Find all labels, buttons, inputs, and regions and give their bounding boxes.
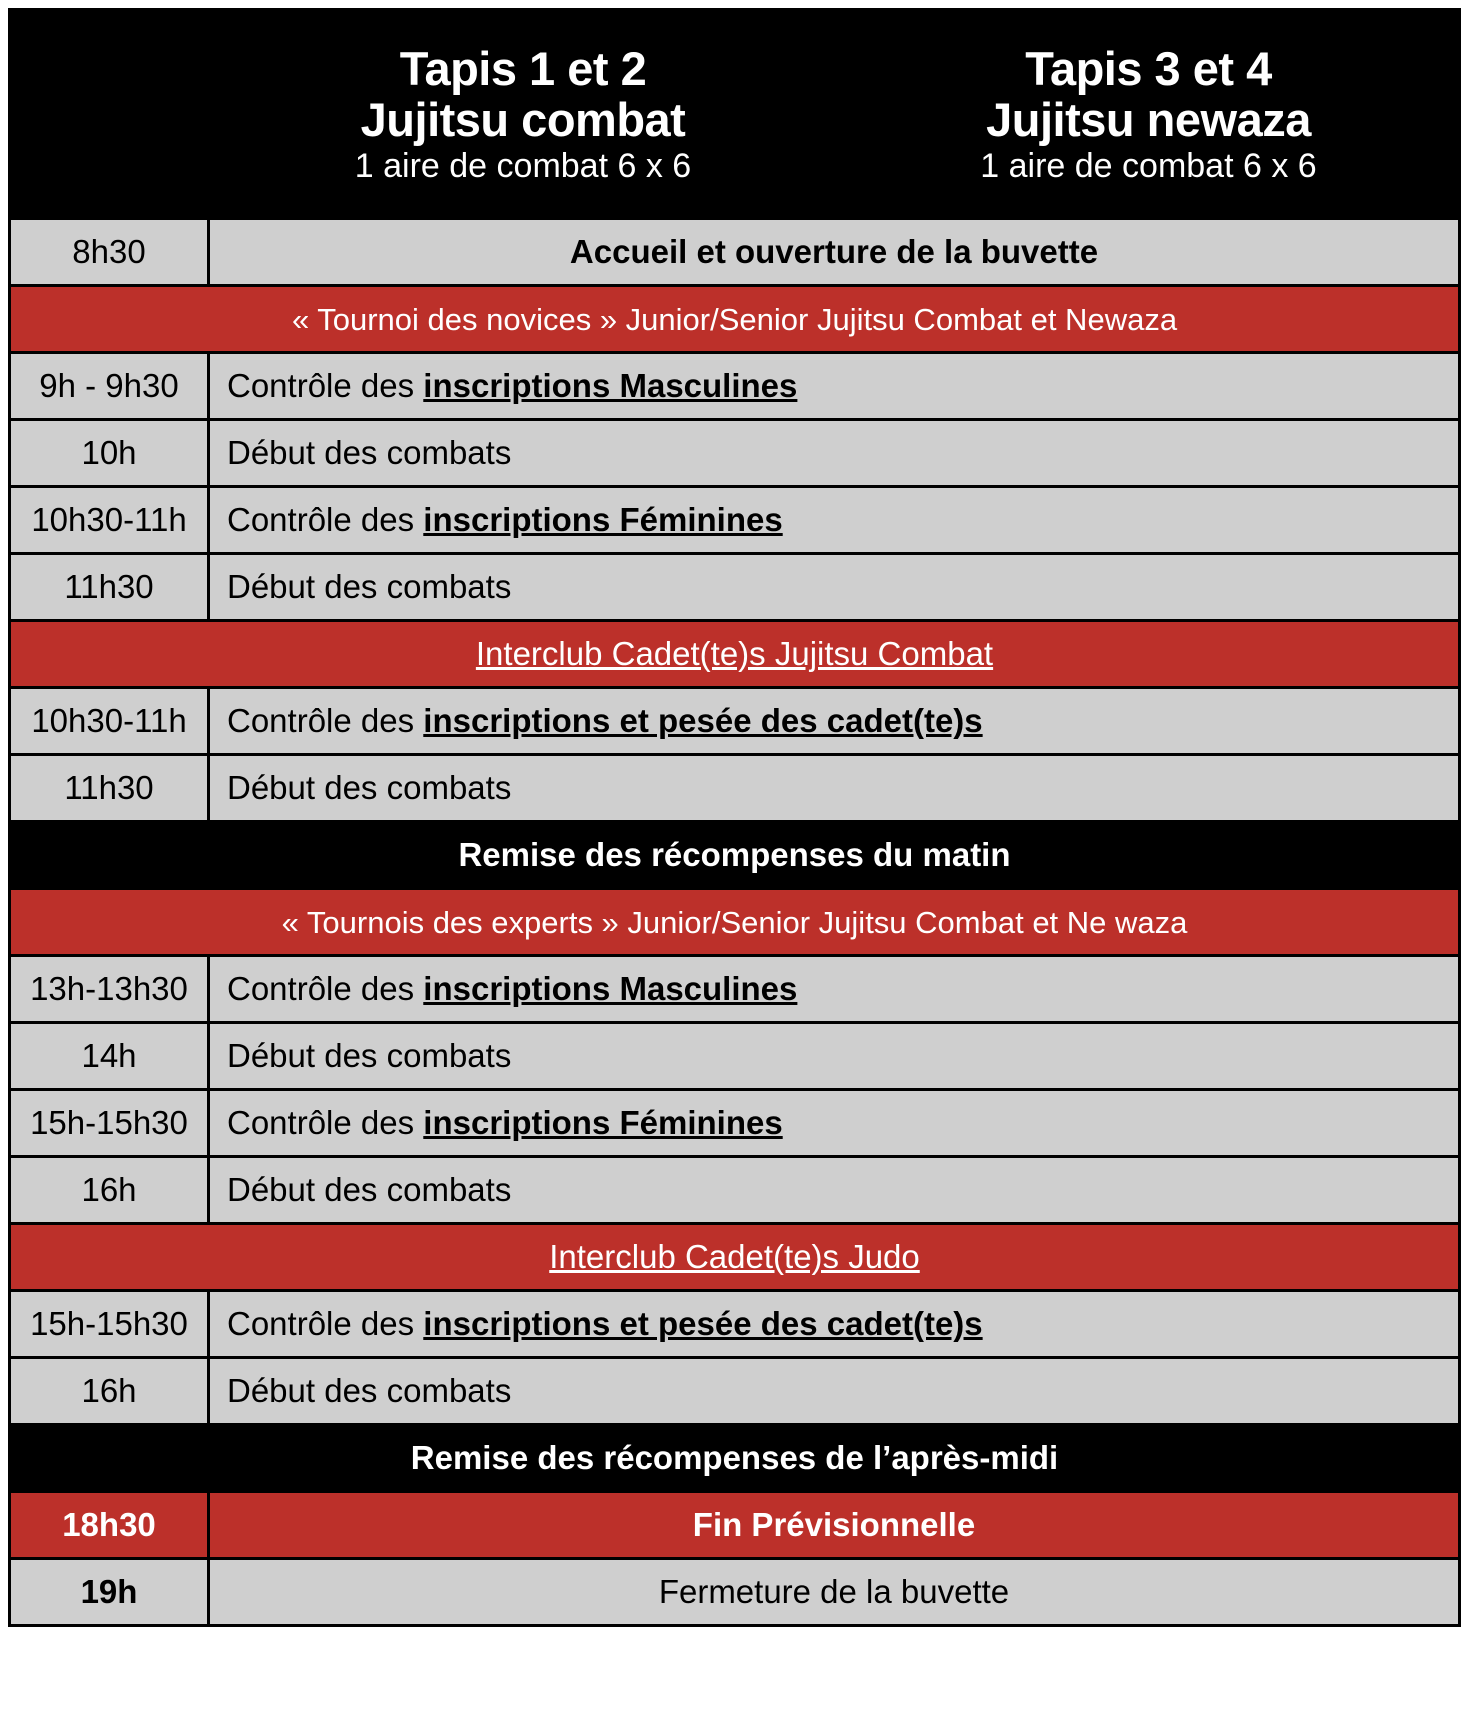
schedule-row <box>10 1090 1460 1157</box>
time-cell: 11h30 <box>10 554 209 621</box>
event-cell <box>209 1291 1460 1358</box>
header-tapis-1-2 <box>209 10 838 219</box>
time-cell: 10h30-11h <box>10 487 209 554</box>
time-cell: 13h-13h30 <box>10 956 209 1023</box>
schedule-row <box>10 487 1460 554</box>
event-cell: Fin Prévisionnelle <box>209 1492 1460 1559</box>
section-header-interclub-judo <box>10 1224 1460 1291</box>
header-empty-cell <box>10 10 209 219</box>
awards-text: Remise des récompenses du matin <box>10 822 1460 889</box>
event-cell <box>209 956 1460 1023</box>
event-prefix: Contrôle des <box>227 366 424 404</box>
event-prefix: Contrôle des <box>227 500 424 538</box>
schedule-row <box>10 353 1460 420</box>
event-prefix: Contrôle des <box>227 1304 424 1342</box>
registration-link[interactable]: inscriptions et pesée des cadet(te)s <box>423 1304 983 1342</box>
event-cell <box>209 353 1460 420</box>
schedule-row <box>10 1157 1460 1224</box>
section-title <box>10 286 1460 353</box>
event-prefix: Contrôle des <box>227 1103 424 1141</box>
section-title-text: « Tournois des experts » Junior/Senior Jujitsu Combat et Ne waza <box>281 904 1188 940</box>
schedule-container <box>8 8 1458 1627</box>
schedule-row <box>10 956 1460 1023</box>
schedule-row <box>10 420 1460 487</box>
schedule-row <box>10 688 1460 755</box>
section-header-interclub-jujitsu <box>10 621 1460 688</box>
schedule-row <box>10 755 1460 822</box>
header-col2-area: 1 aire de combat 6 x 6 <box>980 146 1317 185</box>
header-col1-area: 1 aire de combat 6 x 6 <box>354 146 692 185</box>
schedule-row <box>10 219 1460 286</box>
awards-text: Remise des récompenses de l’après-midi <box>10 1425 1460 1492</box>
time-cell: 19h <box>10 1559 209 1626</box>
event-cell: Début des combats <box>209 755 1460 822</box>
time-cell: 18h30 <box>10 1492 209 1559</box>
event-prefix: Contrôle des <box>227 969 424 1007</box>
event-prefix: Contrôle des <box>227 701 424 739</box>
event-cell: Fermeture de la buvette <box>209 1559 1460 1626</box>
time-cell: 9h - 9h30 <box>10 353 209 420</box>
schedule-row <box>10 554 1460 621</box>
registration-link[interactable]: inscriptions Masculines <box>423 366 798 404</box>
header-tapis-3-4 <box>838 10 1460 219</box>
event-cell: Début des combats <box>209 1358 1460 1425</box>
schedule-row <box>10 1023 1460 1090</box>
section-title-link[interactable]: Interclub Cadet(te)s Judo <box>549 1237 920 1275</box>
event-cell: Début des combats <box>209 1157 1460 1224</box>
section-title-text: « Tournoi des novices » Junior/Senior Jujitsu Combat et Newaza <box>291 301 1178 337</box>
section-title <box>10 889 1460 956</box>
awards-afternoon-row <box>10 1425 1460 1492</box>
schedule-row <box>10 1291 1460 1358</box>
time-cell: 15h-15h30 <box>10 1291 209 1358</box>
event-cell: Accueil et ouverture de la buvette <box>209 219 1460 286</box>
time-cell: 11h30 <box>10 755 209 822</box>
end-forecast-row <box>10 1492 1460 1559</box>
registration-link[interactable]: inscriptions et pesée des cadet(te)s <box>423 701 983 739</box>
section-title-link[interactable]: Interclub Cadet(te)s Jujitsu Combat <box>475 634 994 672</box>
schedule-row <box>10 1358 1460 1425</box>
section-title <box>10 621 1460 688</box>
registration-link[interactable]: inscriptions Féminines <box>423 1103 783 1141</box>
time-cell: 15h-15h30 <box>10 1090 209 1157</box>
header-col1-subtitle: Jujitsu combat <box>360 93 686 147</box>
header-col1-title: Tapis 1 et 2 <box>399 41 647 95</box>
awards-morning-row <box>10 822 1460 889</box>
event-cell: Début des combats <box>209 554 1460 621</box>
schedule-table <box>8 8 1461 1627</box>
time-cell: 8h30 <box>10 219 209 286</box>
event-cell <box>209 487 1460 554</box>
section-title <box>10 1224 1460 1291</box>
event-cell: Début des combats <box>209 420 1460 487</box>
header-row <box>10 10 1460 219</box>
event-cell <box>209 688 1460 755</box>
section-header-experts <box>10 889 1460 956</box>
header-col2-subtitle: Jujitsu newaza <box>986 93 1311 147</box>
registration-link[interactable]: inscriptions Féminines <box>423 500 783 538</box>
time-cell: 10h <box>10 420 209 487</box>
header-col2-title: Tapis 3 et 4 <box>1025 41 1272 95</box>
time-cell: 14h <box>10 1023 209 1090</box>
closing-row <box>10 1559 1460 1626</box>
time-cell: 16h <box>10 1157 209 1224</box>
time-cell: 16h <box>10 1358 209 1425</box>
registration-link[interactable]: inscriptions Masculines <box>423 969 798 1007</box>
time-cell: 10h30-11h <box>10 688 209 755</box>
section-header-novices <box>10 286 1460 353</box>
event-cell <box>209 1090 1460 1157</box>
event-cell: Début des combats <box>209 1023 1460 1090</box>
